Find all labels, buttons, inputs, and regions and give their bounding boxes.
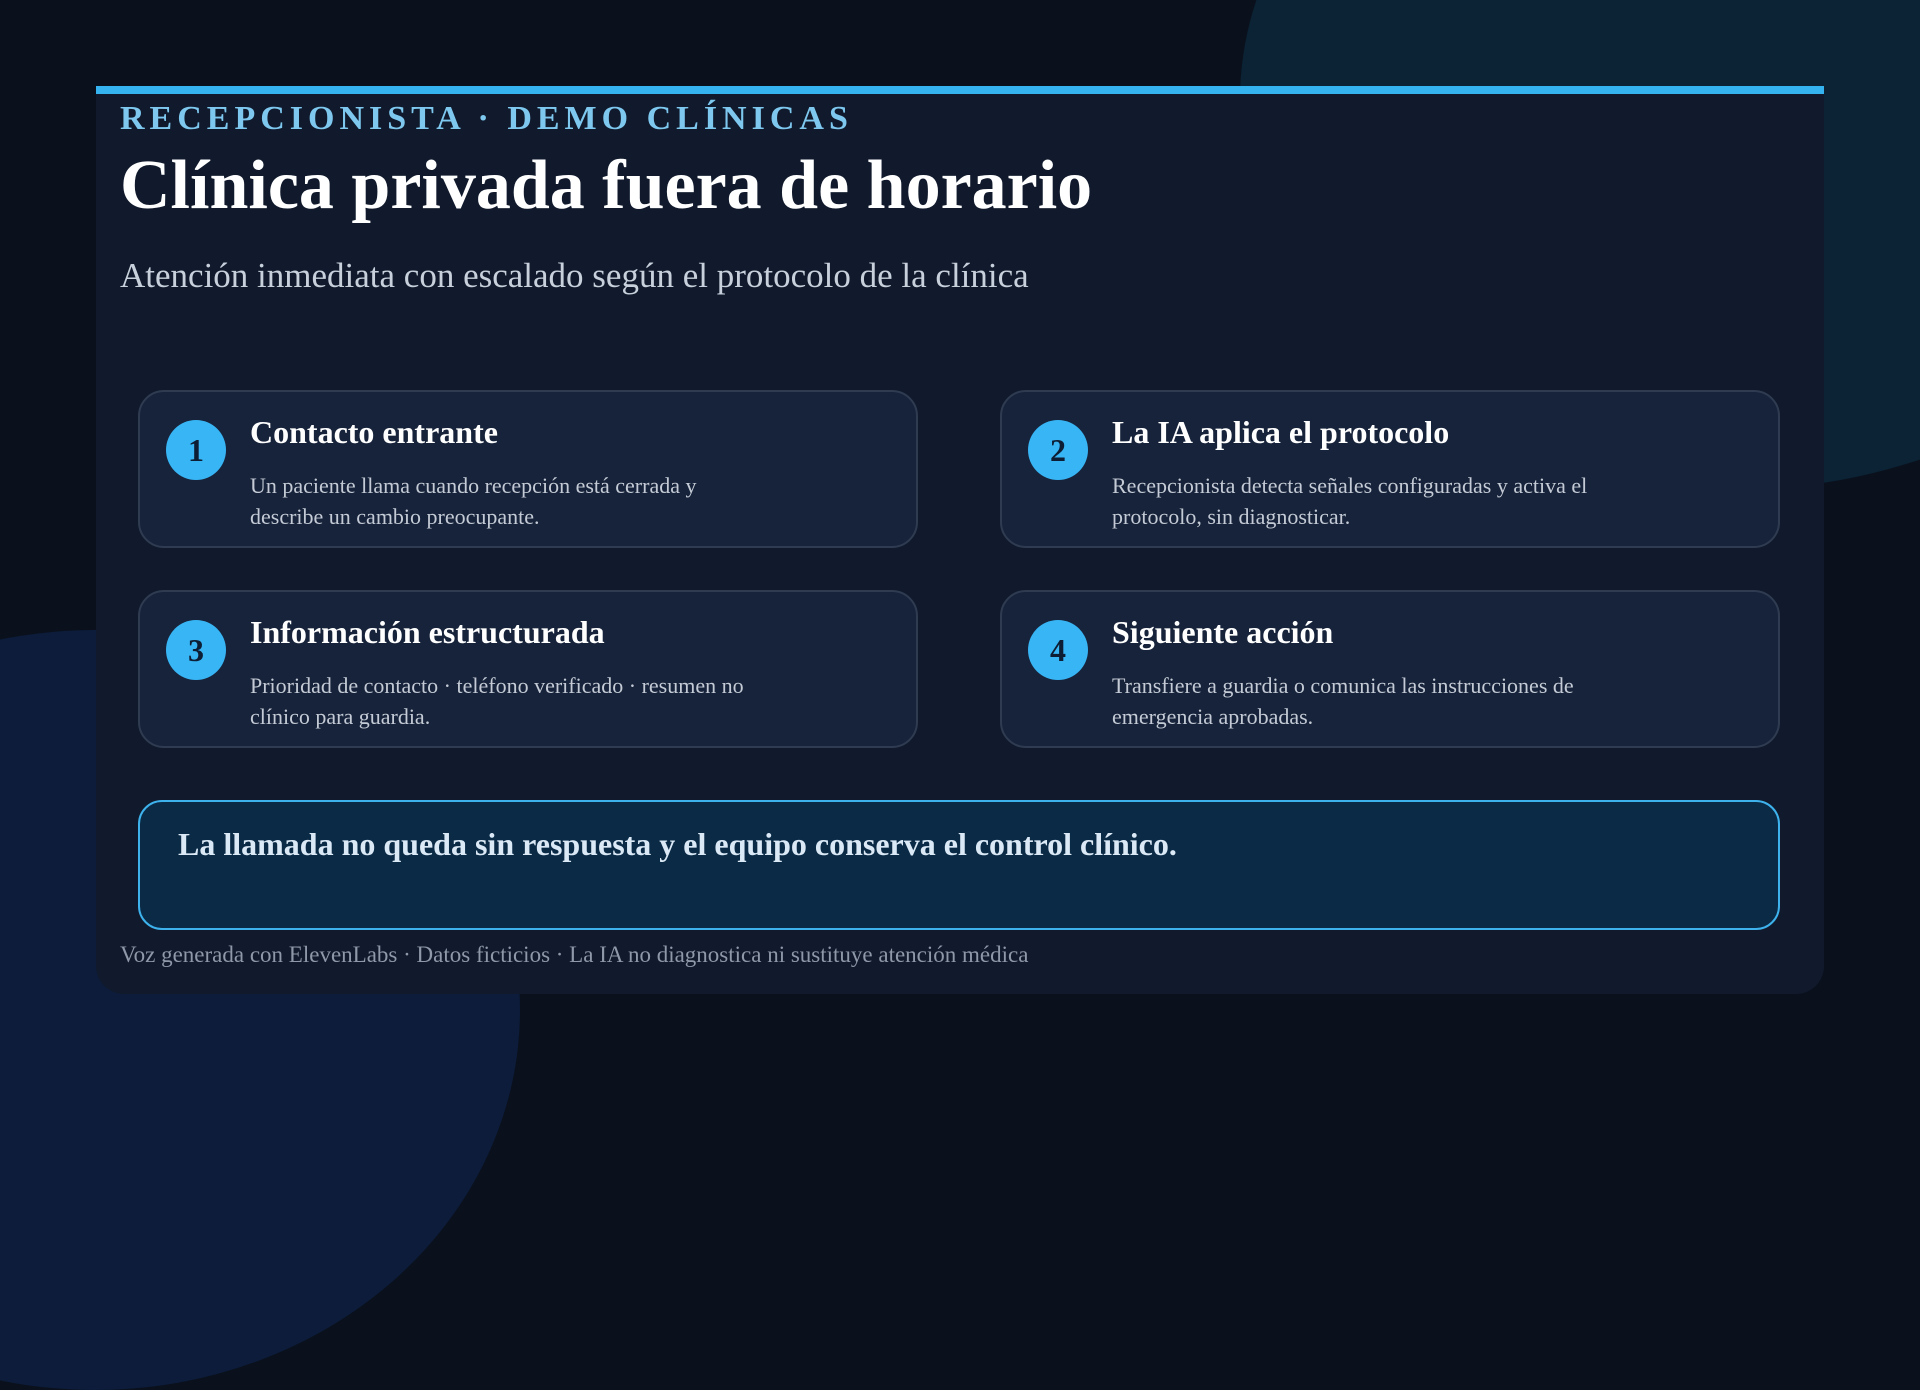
footer-disclaimer: Voz generada con ElevenLabs · Datos ficticios · La IA no diagnostica ni sustituye atención médica — [120, 942, 1029, 967]
step-card-2 — [1000, 390, 1780, 548]
key-message-text: La llamada no queda sin respuesta y el equipo conserva el control clínico. — [178, 826, 1177, 862]
step-card-1 — [138, 390, 918, 548]
step-description: Un paciente llama cuando recepción está cerrada y describe un cambio preocupante. — [250, 473, 697, 529]
slide-kicker: RECEPCIONISTA · DEMO CLÍNICAS — [120, 100, 853, 137]
step-number-badge: 4 — [1028, 620, 1088, 680]
step-title: Siguiente acción — [1112, 614, 1334, 650]
step-number-badge: 1 — [166, 420, 226, 480]
step-card-4 — [1000, 590, 1780, 748]
step-number-badge: 3 — [166, 620, 226, 680]
slide-panel — [96, 86, 1824, 994]
accent-top-bar — [96, 86, 1824, 94]
key-message-box — [138, 800, 1780, 930]
step-title: La IA aplica el protocolo — [1112, 414, 1450, 450]
slide-title: Clínica privada fuera de horario — [120, 147, 1093, 224]
step-title: Contacto entrante — [250, 414, 498, 450]
step-description: Recepcionista detecta señales configuradas y activa el protocolo, sin diagnosticar. — [1112, 473, 1588, 529]
step-description: Prioridad de contacto · teléfono verificado · resumen no clínico para guardia. — [250, 673, 744, 729]
step-card-3 — [138, 590, 918, 748]
step-number-badge: 2 — [1028, 420, 1088, 480]
slide-subtitle: Atención inmediata con escalado según el protocolo de la clínica — [120, 256, 1029, 295]
step-description: Transfiere a guardia o comunica las instrucciones de emergencia aprobadas. — [1112, 673, 1574, 729]
step-title: Información estructurada — [250, 614, 605, 650]
